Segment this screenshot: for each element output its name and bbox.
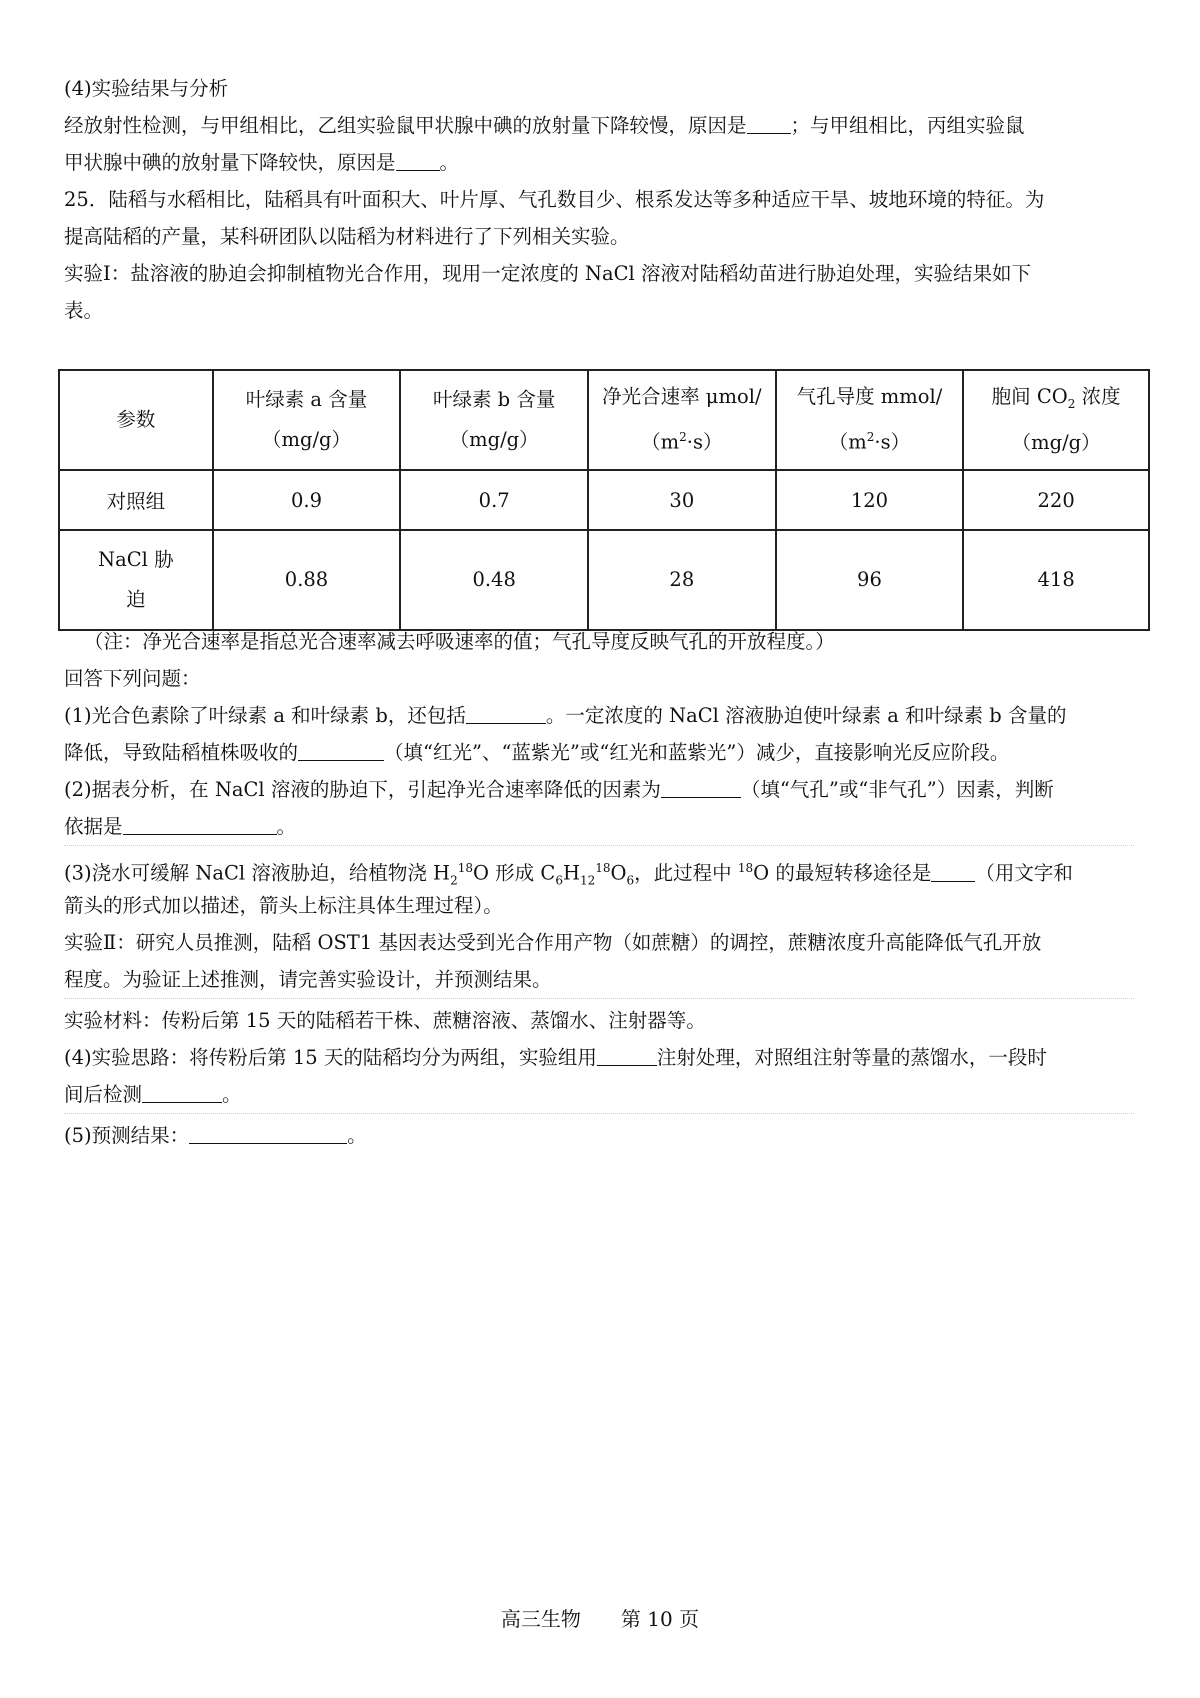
superscript: 18 [595, 861, 611, 875]
subscript: 12 [579, 873, 596, 888]
table-cell: 30 [588, 470, 776, 530]
header-text: 叶绿素 a 含量 [245, 388, 368, 411]
q24-part4-line2 [64, 144, 1134, 181]
answer-blank[interactable] [298, 738, 384, 761]
header-text: 胞间 CO [991, 384, 1068, 408]
text: 降低，导致陆稻植株吸收的 [64, 741, 299, 764]
table-cell: 0.88 [213, 530, 401, 630]
q1-line1 [64, 697, 1134, 734]
text: 。 [222, 1083, 242, 1106]
table-cell: 0.48 [400, 530, 588, 630]
row-label-nacl [59, 530, 213, 630]
q2-line2 [64, 808, 1134, 846]
subscript: 6 [555, 873, 563, 888]
results-table [58, 369, 1150, 631]
q3-line1 [64, 850, 1134, 887]
header-unit: ·s） [686, 430, 723, 454]
subscript: 2 [1067, 396, 1076, 411]
text: (4)实验思路：将传粉后第 15 天的陆稻均分为两组，实验组用 [64, 1046, 597, 1069]
table-cell: 0.7 [400, 470, 588, 530]
superscript: 2 [679, 430, 687, 445]
text: 。 [347, 1124, 367, 1147]
footer-subject: 高三生物 [500, 1607, 581, 1631]
experiment2-line2: 程度。为验证上述推测，请完善实验设计，并预测结果。 [64, 961, 1134, 999]
header-unit: （m [641, 430, 680, 454]
header-text: 气孔导度 mmol/ [796, 385, 943, 409]
experiment1-line2: 表。 [64, 299, 104, 322]
table-note: （注：净光合速率是指总光合速率减去呼吸速率的值；气孔导度反映气孔的开放程度。） [84, 630, 835, 653]
text: (2)据表分析，在 NaCl 溶液的胁迫下，引起净光合速率降低的因素为 [64, 778, 661, 801]
materials-line: 实验材料：传粉后第 15 天的陆稻若干株、蔗糖溶液、蒸馏水、注射器等。 [64, 1009, 706, 1032]
text: (1)光合色素除了叶绿素 a 和叶绿素 b，还包括 [64, 704, 466, 727]
answer-blank[interactable] [931, 859, 975, 882]
page-footer [0, 1603, 1200, 1632]
header-parameter: 参数 [59, 370, 213, 470]
text: （用文字和 [975, 861, 1073, 885]
header-chlorophyll-a [213, 370, 401, 470]
q24-part4-line1 [64, 107, 1134, 144]
header-text: 浓度 [1075, 384, 1121, 408]
row-label-text: 迫 [126, 588, 146, 611]
answer-blank[interactable] [189, 1121, 347, 1144]
text: 。 [439, 151, 460, 174]
experiment1-line1: 实验Ⅰ：盐溶液的胁迫会抑制植物光合作用，现用一定浓度的 NaCl 溶液对陆稻幼苗进行胁迫处理，实验结果如下 [64, 262, 1031, 285]
q2-line1 [64, 771, 1134, 808]
header-unit: ·s） [874, 430, 911, 454]
text: (5)预测结果： [64, 1124, 190, 1147]
table-cell: 96 [776, 530, 964, 630]
text: H [562, 861, 580, 885]
subscript: 6 [626, 873, 635, 888]
row-label-control: 对照组 [59, 470, 213, 530]
text: 。一定浓度的 NaCl 溶液胁迫使叶绿素 a 和叶绿素 b 含量的 [545, 704, 1067, 727]
q1-line2 [64, 734, 1134, 771]
header-net-photosynthesis [588, 370, 776, 470]
table-cell: 120 [776, 470, 964, 530]
top-section [64, 70, 1134, 329]
table-cell: 0.9 [213, 470, 401, 530]
experiment2-line1: 实验Ⅱ：研究人员推测，陆稻 OST1 基因表达受到光合作用产物（如蔗糖）的调控，蔗糖浓度升高能降低气孔开放 [64, 931, 1042, 954]
header-intercellular-co2 [963, 370, 1149, 470]
footer-page-number: 第 10 页 [620, 1607, 700, 1631]
text: 甲状腺中碘的放射量下降较快，原因是 [64, 151, 396, 174]
answer-blank[interactable] [597, 1043, 657, 1066]
table-cell: 28 [588, 530, 776, 630]
questions-section [64, 623, 1134, 1154]
subscript: 2 [450, 873, 458, 888]
header-unit: （mg/g） [449, 428, 539, 451]
text: O 的最短转移途径是 [753, 861, 932, 885]
table-header-row [59, 370, 1149, 470]
text: （填“红光”、“蓝紫光”或“红光和蓝紫光”）减少，直接影响光反应阶段。 [384, 741, 1010, 764]
q25-stem-line1: 25．陆稻与水稻相比，陆稻具有叶面积大、叶片厚、气孔数目少、根系发达等多种适应干旱、坡地环境的特征。为 [64, 188, 1045, 211]
answer-blank[interactable] [661, 775, 741, 798]
q25-stem-line2: 提高陆稻的产量，某科研团队以陆稻为材料进行了下列相关实验。 [64, 225, 630, 248]
text: (3)浇水可缓解 NaCl 溶液胁迫，给植物浇 H [64, 861, 451, 885]
text: O [610, 861, 627, 885]
superscript: 18 [737, 861, 754, 875]
answer-blank[interactable] [396, 148, 440, 171]
q3-line2: 箭头的形式加以描述，箭头上标注具体生理过程）。 [64, 894, 503, 917]
header-unit: （mg/g） [1011, 431, 1101, 455]
header-unit: （m [828, 430, 867, 454]
table-row [59, 470, 1149, 530]
superscript: 2 [866, 430, 875, 445]
header-text: 叶绿素 b 含量 [432, 388, 556, 411]
text: 经放射性检测，与甲组相比，乙组实验鼠甲状腺中碘的放射量下降较慢，原因是 [64, 114, 747, 137]
q24-part4-title: (4)实验结果与分析 [64, 77, 229, 100]
header-text: 净光合速率 μmol/ [602, 385, 762, 409]
answer-blank[interactable] [747, 111, 791, 134]
header-stomatal-conductance [776, 370, 964, 470]
table-cell: 220 [963, 470, 1149, 530]
q5-line [64, 1117, 1134, 1154]
row-label-text: NaCl 胁 [98, 548, 174, 571]
header-chlorophyll-b [400, 370, 588, 470]
header-unit: （mg/g） [261, 428, 351, 451]
answer-blank[interactable] [466, 701, 546, 724]
text: 注射处理，对照组注射等量的蒸馏水，一段时 [656, 1046, 1047, 1069]
text: 间后检测 [64, 1083, 143, 1106]
superscript: 18 [457, 861, 473, 875]
q4-line1 [64, 1039, 1134, 1076]
text: 依据是 [64, 815, 123, 838]
text: （填“气孔”或“非气孔”）因素，判断 [740, 778, 1054, 801]
answer-blank[interactable] [123, 812, 277, 835]
answer-prompt: 回答下列问题： [64, 667, 201, 690]
text: ；与甲组相比，丙组实验鼠 [790, 114, 1025, 137]
text: ，此过程中 [634, 861, 738, 885]
table-cell: 418 [963, 530, 1149, 630]
q4-line2 [64, 1076, 1134, 1114]
table-row [59, 530, 1149, 630]
text: 。 [276, 815, 297, 838]
text: O 形成 C [473, 861, 556, 885]
answer-blank[interactable] [142, 1080, 222, 1103]
